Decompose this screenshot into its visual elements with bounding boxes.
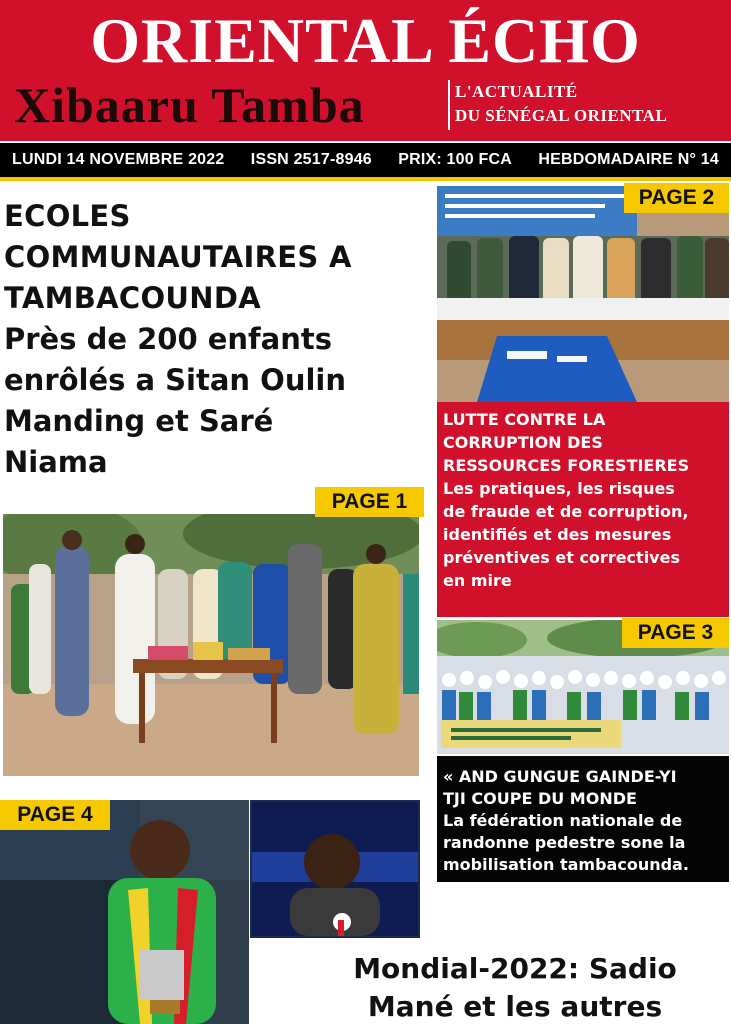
main-story-kicker-line-2: COMMUNAUTAIRES A (4, 240, 352, 274)
page-2-deck-line-1: Les pratiques, les risques (443, 479, 675, 498)
page-2-deck-line-3: identifiés et des mesures (443, 525, 672, 544)
page-3-deck-line-1: La fédération nationale de (443, 811, 683, 830)
page-3-kicker-line-2: TJI COUPE DU MONDE (443, 789, 637, 808)
issue-date: LUNDI 14 NOVEMBRE 2022 (12, 151, 225, 168)
main-story-headline-line-3: Manding et Saré (4, 404, 274, 438)
main-story-headline[interactable] (4, 196, 424, 483)
page-2-photo[interactable] (437, 186, 729, 402)
page-4-label[interactable]: PAGE 4 (0, 800, 110, 830)
page-2-deck-line-4: préventives et correctives (443, 548, 680, 567)
yellow-rule (0, 177, 731, 181)
workshop-meeting-photo (437, 186, 729, 402)
issn: ISSN 2517-8946 (250, 151, 372, 168)
newspaper-subtitle: Xibaaru Tamba (14, 77, 365, 133)
main-story-kicker-line-3: TAMBACOUNDA (4, 281, 261, 315)
price: PRIX: 100 FCA (398, 151, 512, 168)
villagers-school-photo (3, 514, 419, 776)
page-4-photo-trophy[interactable] (0, 800, 249, 1024)
main-story-headline-line-2: enrôlés a Sitan Oulin (4, 363, 346, 397)
page-2-label[interactable]: PAGE 2 (624, 183, 729, 213)
page-4-headline-line-2: Mané et les autres (367, 990, 663, 1023)
main-story-headline-line-1: Près de 200 enfants (4, 322, 333, 356)
masthead (0, 0, 731, 141)
page-4-headline-line-1: Mondial-2022: Sadio (353, 952, 677, 985)
page-1-label[interactable]: PAGE 1 (315, 487, 424, 517)
main-story-photo[interactable] (3, 514, 419, 776)
page-4-photo-presenter[interactable] (250, 800, 420, 938)
page-3-story-box[interactable] (437, 756, 729, 882)
page-2-kicker-line-1: LUTTE CONTRE LA (443, 410, 606, 429)
page-3-kicker-line-1: « AND GUNGUE GAINDE-YI (443, 767, 677, 786)
tagline-divider (448, 80, 450, 130)
page-4-headline[interactable] (300, 950, 730, 1024)
tv-presenter-photo (252, 802, 418, 936)
tagline-line-2: DU SÉNÉGAL ORIENTAL (455, 106, 668, 125)
page-2-kicker-line-2: CORRUPTION DES (443, 433, 603, 452)
newspaper-title: ORIENTAL ÉCHO (90, 5, 641, 76)
tagline (455, 80, 667, 128)
issue-info-bar (0, 143, 731, 177)
page-3-deck-line-2: randonne pedestre sone la (443, 833, 686, 852)
page-2-deck-line-2: de fraude et de corruption, (443, 502, 689, 521)
page-2-story-box[interactable] (437, 402, 729, 617)
tagline-line-1: L'ACTUALITÉ (455, 82, 578, 101)
page-2-kicker-line-3: RESSOURCES FORESTIERES (443, 456, 690, 475)
page-3-deck-line-3: mobilisation tambacounda. (443, 855, 689, 874)
main-story-kicker-line-1: ECOLES (4, 199, 131, 233)
page-3-label[interactable]: PAGE 3 (622, 618, 729, 648)
player-with-trophy-photo (0, 800, 249, 1024)
issue-number: HEBDOMADAIRE N° 14 (538, 151, 719, 168)
page-2-deck-line-5: en mire (443, 571, 512, 590)
main-story-headline-line-4: Niama (4, 445, 108, 479)
